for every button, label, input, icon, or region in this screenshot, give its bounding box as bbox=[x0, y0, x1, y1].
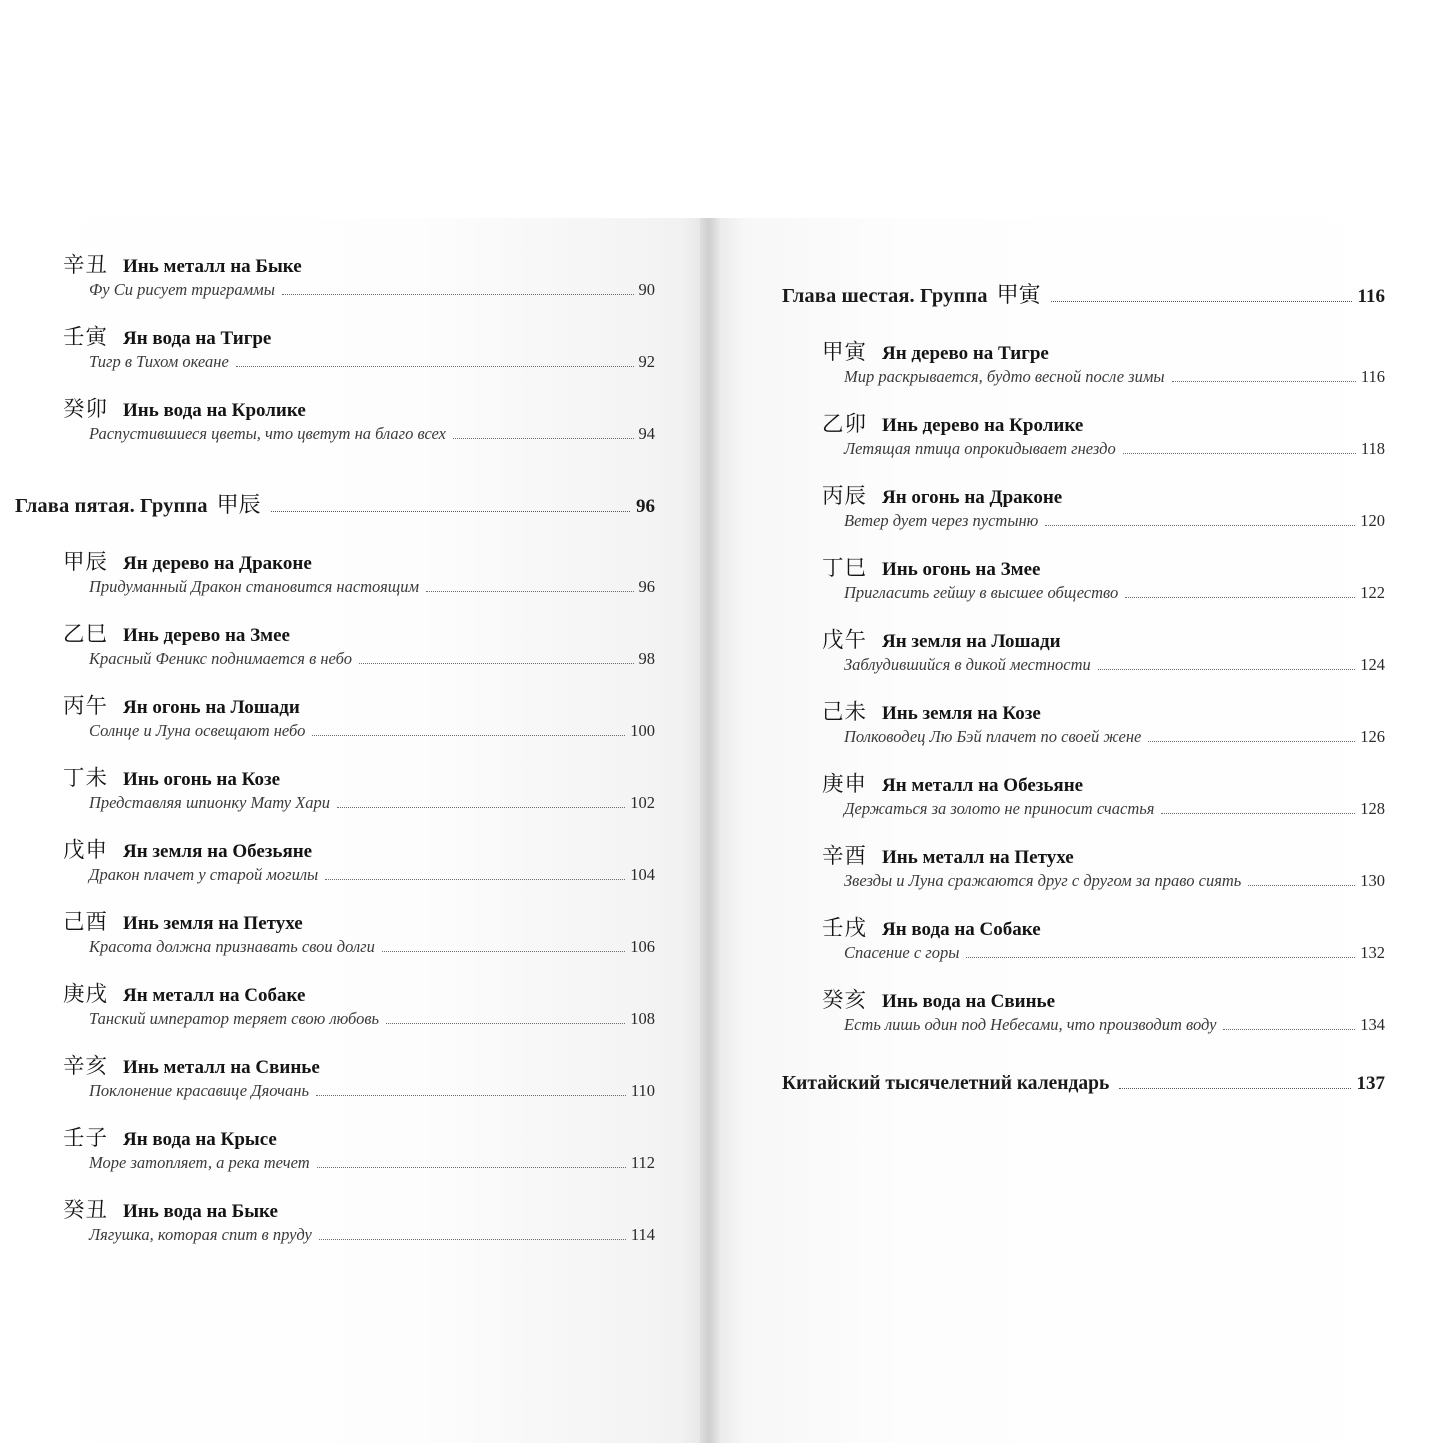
toc-entry-subtitle: Красный Феникс поднимается в небо bbox=[89, 649, 352, 668]
dot-leader bbox=[1125, 596, 1355, 598]
page-number: 134 bbox=[1360, 1015, 1385, 1034]
toc-entry-title: Ян земля на Обезьяне bbox=[123, 841, 313, 862]
left-chapter-entries bbox=[15, 545, 655, 1245]
toc-entry-subtitle-row bbox=[63, 352, 655, 372]
page-number: 120 bbox=[1360, 511, 1385, 530]
toc-entry-subtitle-row bbox=[63, 424, 655, 444]
hanzi-label: 戊午 bbox=[822, 628, 868, 653]
toc-entry-title: Инь огонь на Козе bbox=[123, 769, 281, 790]
toc-entry[interactable] bbox=[15, 248, 655, 300]
toc-entry-subtitle-row bbox=[822, 511, 1385, 531]
toc-entry-subtitle-row bbox=[63, 793, 655, 813]
toc-entry-subtitle-row bbox=[63, 1225, 655, 1245]
toc-entry-subtitle-row bbox=[822, 1015, 1385, 1035]
hanzi-label: 癸卯 bbox=[63, 397, 109, 422]
toc-entry-title: Инь металл на Быке bbox=[123, 256, 302, 277]
page-number: 104 bbox=[630, 865, 655, 884]
dot-leader bbox=[359, 662, 634, 664]
hanzi-label: 丙午 bbox=[63, 694, 109, 719]
toc-entry-calendar[interactable] bbox=[782, 1073, 1385, 1095]
toc-entry-subtitle-row bbox=[63, 280, 655, 300]
dot-leader bbox=[319, 1238, 626, 1240]
page-number: 118 bbox=[1360, 439, 1385, 458]
dot-leader bbox=[312, 734, 625, 736]
hanzi-label: 辛酉 bbox=[822, 844, 868, 869]
toc-entry-title: Ян вода на Собаке bbox=[882, 919, 1041, 940]
page-number: 102 bbox=[630, 793, 655, 812]
chapter-title: Глава шестая. Группа bbox=[782, 285, 988, 307]
dot-leader bbox=[1148, 740, 1355, 742]
page-number: 94 bbox=[638, 424, 655, 443]
toc-entry[interactable] bbox=[782, 839, 1385, 891]
dot-leader bbox=[316, 1094, 626, 1096]
dot-leader bbox=[386, 1022, 625, 1024]
page-number: 114 bbox=[630, 1225, 655, 1244]
dot-leader bbox=[325, 878, 625, 880]
toc-entry[interactable] bbox=[15, 617, 655, 669]
toc-entry-subtitle: Пригласить гейшу в высшее общество bbox=[844, 583, 1119, 602]
left-top-entries bbox=[15, 248, 655, 444]
page-number: 137 bbox=[1356, 1073, 1385, 1094]
toc-entry-subtitle-row bbox=[63, 1081, 655, 1101]
toc-entry-subtitle: Тигр в Тихом океане bbox=[89, 352, 229, 371]
toc-entry[interactable] bbox=[15, 320, 655, 372]
toc-entry-title: Ян металл на Обезьяне bbox=[882, 775, 1084, 796]
toc-entry-title-row bbox=[822, 695, 1385, 726]
toc-entry-subtitle: Мир раскрывается, будто весной после зимы bbox=[844, 367, 1165, 386]
toc-entry[interactable] bbox=[782, 983, 1385, 1035]
toc-entry-subtitle: Держаться за золото не приносит счастья bbox=[844, 799, 1155, 818]
toc-entry-subtitle: Представляя шпионку Мату Хари bbox=[89, 793, 331, 812]
chapter-heading-five[interactable] bbox=[15, 488, 655, 519]
dot-leader bbox=[1248, 884, 1355, 886]
page-number: 126 bbox=[1360, 727, 1385, 746]
toc-entry-title-row bbox=[822, 623, 1385, 654]
page-number: 116 bbox=[1360, 367, 1385, 386]
toc-entry-title: Ян огонь на Драконе bbox=[882, 487, 1063, 508]
page-number: 130 bbox=[1360, 871, 1385, 890]
final-entry-title: Китайский тысячелетний календарь bbox=[782, 1073, 1110, 1094]
toc-entry-subtitle: Дракон плачет у старой могилы bbox=[89, 865, 319, 884]
toc-entry-subtitle: Придуманный Дракон становится настоящим bbox=[89, 577, 419, 596]
hanzi-label: 己未 bbox=[822, 700, 868, 725]
dot-leader bbox=[282, 293, 634, 295]
toc-entry-title: Ян вода на Тигре bbox=[123, 328, 272, 349]
dot-leader bbox=[1098, 668, 1355, 670]
toc-entry-title-row bbox=[63, 545, 655, 576]
chapter-heading-six[interactable] bbox=[782, 278, 1385, 309]
hanzi-label: 庚戌 bbox=[63, 982, 109, 1007]
page-number: 122 bbox=[1360, 583, 1385, 602]
toc-entry[interactable] bbox=[15, 689, 655, 741]
dot-leader bbox=[271, 510, 630, 512]
right-page bbox=[722, 218, 1445, 1443]
toc-entry[interactable] bbox=[15, 392, 655, 444]
toc-entry[interactable] bbox=[782, 695, 1385, 747]
toc-entry-subtitle-row bbox=[822, 367, 1385, 387]
toc-entry-subtitle-row bbox=[63, 649, 655, 669]
toc-entry-title: Инь вода на Кролике bbox=[123, 400, 306, 421]
hanzi-label: 甲辰 bbox=[63, 550, 109, 575]
toc-entry-subtitle: Спасение с горы bbox=[844, 943, 960, 962]
toc-entry[interactable] bbox=[15, 905, 655, 957]
toc-entry-subtitle: Есть лишь один под Небесами, что производит воду bbox=[844, 1015, 1217, 1034]
toc-entry-subtitle-row bbox=[822, 943, 1385, 963]
toc-entry-title-row bbox=[63, 392, 655, 423]
toc-entry-title-row bbox=[63, 1121, 655, 1152]
toc-entry-title-row bbox=[822, 767, 1385, 798]
toc-entry-title-row bbox=[822, 407, 1385, 438]
dot-leader bbox=[337, 806, 625, 808]
toc-entry-title: Ян земля на Лошади bbox=[882, 631, 1061, 652]
dot-leader bbox=[1045, 524, 1355, 526]
toc-entry-title: Инь металл на Свинье bbox=[123, 1057, 320, 1078]
toc-entry[interactable] bbox=[15, 545, 655, 597]
toc-entry-subtitle-row bbox=[822, 439, 1385, 459]
toc-entry-subtitle-row bbox=[822, 583, 1385, 603]
toc-entry-title-row bbox=[822, 839, 1385, 870]
toc-entry-subtitle-row bbox=[822, 727, 1385, 747]
toc-entry-title: Инь земля на Петухе bbox=[123, 913, 303, 934]
dot-leader bbox=[426, 590, 634, 592]
toc-entry-subtitle: Фу Си рисует триграммы bbox=[89, 280, 275, 299]
toc-entry-title: Ян огонь на Лошади bbox=[123, 697, 300, 718]
hanzi-label: 辛亥 bbox=[63, 1054, 109, 1079]
page-number: 112 bbox=[630, 1153, 655, 1172]
toc-entry-title: Инь дерево на Кролике bbox=[882, 415, 1084, 436]
dot-leader bbox=[453, 437, 634, 439]
toc-entry-title-row bbox=[63, 1049, 655, 1080]
toc-entry-title-row bbox=[63, 320, 655, 351]
page-number: 124 bbox=[1360, 655, 1385, 674]
toc-entry-subtitle: Лягушка, которая спит в пруду bbox=[89, 1225, 312, 1244]
page-number: 98 bbox=[638, 649, 655, 668]
toc-entry[interactable] bbox=[782, 623, 1385, 675]
toc-entry-title-row bbox=[63, 617, 655, 648]
toc-entry[interactable] bbox=[15, 833, 655, 885]
toc-entry[interactable] bbox=[782, 335, 1385, 387]
toc-entry-subtitle: Поклонение красавице Дяочань bbox=[89, 1081, 309, 1100]
toc-entry[interactable] bbox=[782, 479, 1385, 531]
hanzi-label: 癸丑 bbox=[63, 1198, 109, 1223]
dot-leader bbox=[1172, 380, 1356, 382]
toc-entry-title-row bbox=[63, 761, 655, 792]
toc-entry[interactable] bbox=[15, 1049, 655, 1101]
dot-leader bbox=[236, 365, 634, 367]
chapter-hanzi: 甲辰 bbox=[216, 493, 261, 518]
toc-entry-title-row bbox=[63, 248, 655, 279]
toc-entry-title: Ян вода на Крысе bbox=[123, 1129, 277, 1150]
toc-entry-subtitle-row bbox=[63, 1153, 655, 1173]
page-number: 90 bbox=[638, 280, 655, 299]
dot-leader bbox=[1161, 812, 1355, 814]
toc-entry-title-row bbox=[822, 551, 1385, 582]
toc-entry-subtitle-row bbox=[63, 937, 655, 957]
page-number: 116 bbox=[1357, 286, 1385, 307]
toc-entry[interactable] bbox=[15, 1121, 655, 1173]
book-gutter bbox=[700, 218, 722, 1443]
chapter-title: Глава пятая. Группа bbox=[15, 495, 208, 517]
toc-entry-subtitle: Заблудившийся в дикой местности bbox=[844, 655, 1091, 674]
hanzi-label: 庚申 bbox=[822, 772, 868, 797]
toc-entry-title: Инь металл на Петухе bbox=[882, 847, 1074, 868]
toc-entry[interactable] bbox=[15, 977, 655, 1029]
page-number: 96 bbox=[638, 577, 655, 596]
page-number: 132 bbox=[1360, 943, 1385, 962]
toc-entry-subtitle-row bbox=[822, 871, 1385, 891]
toc-entry-subtitle: Красота должна признавать свои долги bbox=[89, 937, 375, 956]
toc-entry-title-row bbox=[63, 689, 655, 720]
toc-entry-subtitle-row bbox=[63, 1009, 655, 1029]
toc-entry-subtitle: Распустившиеся цветы, что цветут на благо всех bbox=[89, 424, 446, 443]
page-number: 128 bbox=[1360, 799, 1385, 818]
toc-entry-title: Ян металл на Собаке bbox=[123, 985, 306, 1006]
dot-leader bbox=[966, 956, 1355, 958]
toc-entry-title: Ян дерево на Тигре bbox=[882, 343, 1049, 364]
toc-entry-subtitle-row bbox=[822, 655, 1385, 675]
toc-entry-subtitle-row bbox=[63, 577, 655, 597]
toc-entry-subtitle: Полководец Лю Бэй плачет по своей жене bbox=[844, 727, 1142, 746]
toc-entry-subtitle: Ветер дует через пустыню bbox=[844, 511, 1039, 530]
hanzi-label: 己酉 bbox=[63, 910, 109, 935]
toc-entry-title: Инь земля на Козе bbox=[882, 703, 1041, 724]
toc-entry-subtitle: Летящая птица опрокидывает гнездо bbox=[844, 439, 1116, 458]
hanzi-label: 壬寅 bbox=[63, 325, 109, 350]
page-number: 106 bbox=[630, 937, 655, 956]
hanzi-label: 乙卯 bbox=[822, 412, 868, 437]
toc-entry-title-row bbox=[822, 335, 1385, 366]
toc-entry-title-row bbox=[822, 911, 1385, 942]
toc-entry[interactable] bbox=[15, 1193, 655, 1245]
toc-entry-title: Инь огонь на Змее bbox=[882, 559, 1041, 580]
dot-leader bbox=[1051, 300, 1352, 302]
hanzi-label: 丁巳 bbox=[822, 556, 868, 581]
hanzi-label: 甲寅 bbox=[822, 340, 868, 365]
chapter-hanzi: 甲寅 bbox=[996, 283, 1041, 308]
page-number: 108 bbox=[630, 1009, 655, 1028]
toc-entry[interactable] bbox=[15, 761, 655, 813]
toc-entry[interactable] bbox=[782, 407, 1385, 459]
toc-entry-title: Инь вода на Быке bbox=[123, 1201, 278, 1222]
toc-entry-title: Инь дерево на Змее bbox=[123, 625, 290, 646]
page-number: 110 bbox=[630, 1081, 655, 1100]
hanzi-label: 丁未 bbox=[63, 766, 109, 791]
dot-leader bbox=[1223, 1028, 1355, 1030]
dot-leader bbox=[382, 950, 625, 952]
toc-entry-subtitle: Солнце и Луна освещают небо bbox=[89, 721, 306, 740]
toc-entry-title-row bbox=[63, 905, 655, 936]
page-number: 96 bbox=[636, 496, 655, 517]
dot-leader bbox=[1123, 452, 1356, 454]
toc-entry-title-row bbox=[822, 479, 1385, 510]
toc-entry-title: Инь вода на Свинье bbox=[882, 991, 1056, 1012]
toc-entry[interactable] bbox=[782, 911, 1385, 963]
hanzi-label: 乙巳 bbox=[63, 622, 109, 647]
hanzi-label: 壬子 bbox=[63, 1126, 109, 1151]
toc-entry-title: Ян дерево на Драконе bbox=[123, 553, 312, 574]
hanzi-label: 戊申 bbox=[63, 838, 109, 863]
toc-entry-title-row bbox=[63, 1193, 655, 1224]
toc-entry-subtitle-row bbox=[63, 721, 655, 741]
toc-entry-title-row bbox=[63, 833, 655, 864]
toc-entry-subtitle: Танский император теряет свою любовь bbox=[89, 1009, 380, 1028]
hanzi-label: 癸亥 bbox=[822, 988, 868, 1013]
toc-entry-subtitle-row bbox=[63, 865, 655, 885]
toc-entry-subtitle: Море затопляет, а река течет bbox=[89, 1153, 310, 1172]
hanzi-label: 壬戌 bbox=[822, 916, 868, 941]
page-number: 100 bbox=[630, 721, 655, 740]
toc-entry[interactable] bbox=[782, 551, 1385, 603]
right-chapter-entries bbox=[782, 335, 1385, 1035]
hanzi-label: 辛丑 bbox=[63, 253, 109, 278]
toc-entry-subtitle-row bbox=[822, 799, 1385, 819]
toc-entry[interactable] bbox=[782, 767, 1385, 819]
page-number: 92 bbox=[638, 352, 655, 371]
left-page bbox=[0, 218, 700, 1443]
dot-leader bbox=[1119, 1087, 1350, 1089]
toc-entry-title-row bbox=[63, 977, 655, 1008]
hanzi-label: 丙辰 bbox=[822, 484, 868, 509]
dot-leader bbox=[317, 1166, 626, 1168]
toc-entry-title-row bbox=[822, 983, 1385, 1014]
toc-entry-subtitle: Звезды и Луна сражаются друг с другом за право сиять bbox=[844, 871, 1242, 890]
